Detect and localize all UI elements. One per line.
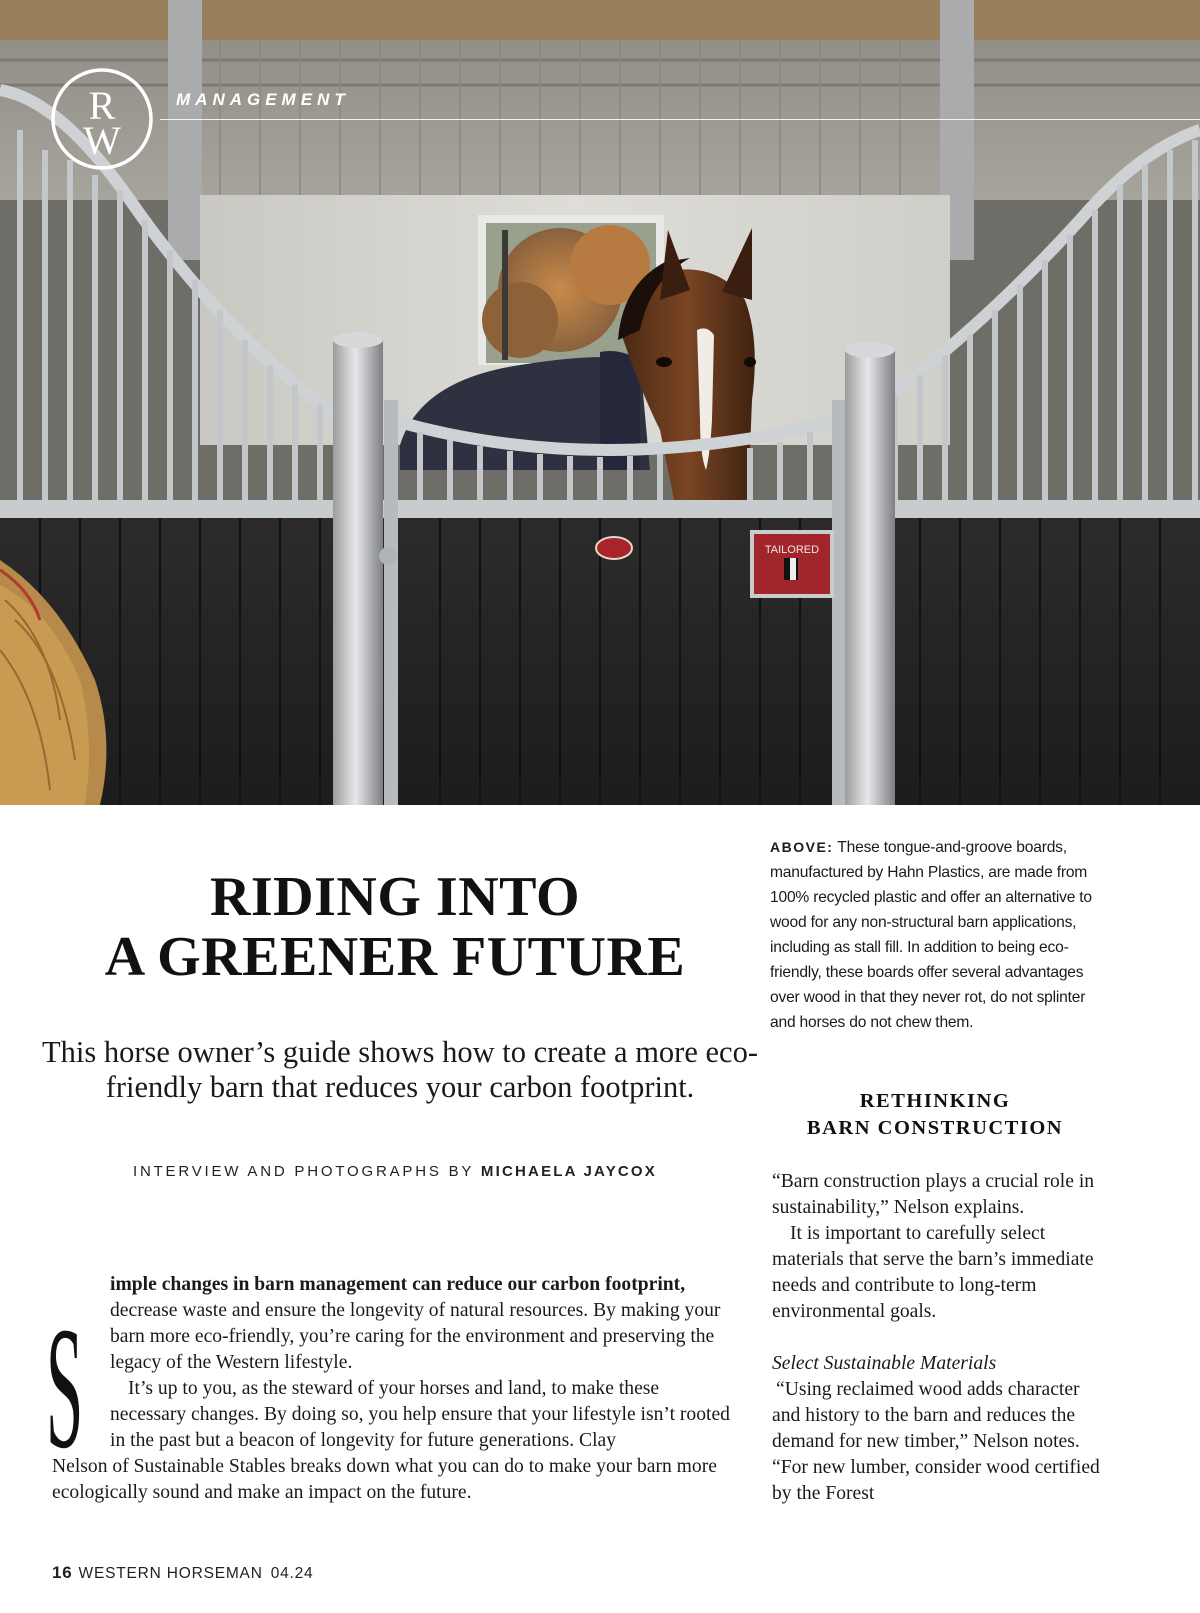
caption-text: These tongue-and-groove boards, manufactured by Hahn Plastics, are made from 100% recycled plastic and offer an alternative to wood for any non-structural barn applications, including as stall fill. In addition to being eco-friendly, these boards offer several advantages over wood in that they never rot, do not splinter and horses do not chew them. — [770, 839, 1092, 1031]
page-folio — [52, 1563, 313, 1583]
article-headline — [40, 867, 750, 987]
body-paragraph-2: It’s up to you, as the steward of your horses and land, to make these necessary changes. By doing so, you help ensure that your lifestyle isn’t rooted in the past but a beacon of longevity for future generations. Clay — [110, 1378, 730, 1451]
drop-cap: S — [46, 1292, 84, 1486]
plate-text: TAILORED — [764, 544, 820, 556]
subsection-title: Select Sustainable Materials — [772, 1353, 997, 1374]
body-paragraph-3: Nelson of Sustainable Stables breaks down what you can do to make your barn more ecologically sound and make an impact on the future. — [52, 1456, 717, 1503]
right-paragraph-2: It is important to carefully select materials that serve the barn’s immediate needs and contribute to long-term environmental goals. — [772, 1223, 1094, 1322]
svg-text:R: R — [88, 83, 116, 128]
subhead-line-1: RETHINKING — [859, 1090, 1011, 1112]
section-divider — [160, 119, 1200, 120]
byline-prefix: INTERVIEW AND PHOTOGRAPHS BY — [132, 1163, 474, 1180]
page-number: 16 — [52, 1563, 73, 1582]
section-subhead — [770, 1088, 1100, 1142]
lead-in-rest: decrease waste and ensure the longevity of natural resources. By making your barn more eco-friendly, you’re caring for the environment and preserving the legacy of the Western lifestyle. — [110, 1300, 721, 1373]
article-dek: This horse owner’s guide shows how to create a more eco-friendly barn that reduces your carbon footprint. — [42, 1035, 758, 1104]
right-paragraph-1: “Barn construction plays a crucial role in sustainability,” Nelson explains. — [772, 1171, 1095, 1218]
headline-line-1: RIDING INTO — [209, 866, 581, 928]
magazine-name: WESTERN HORSEMAN — [78, 1565, 263, 1582]
hero-photo — [0, 0, 1200, 805]
byline-author: MICHAELA JAYCOX — [480, 1163, 658, 1180]
caption-label: ABOVE: — [770, 839, 834, 855]
byline — [40, 1163, 750, 1180]
body-paragraph-1 — [110, 1272, 740, 1376]
photo-caption — [770, 835, 1100, 1035]
subhead-line-2: BARN CONSTRUCTION — [806, 1117, 1064, 1139]
rw-logo-icon — [50, 67, 154, 171]
right-paragraph-3: “Using reclaimed wood adds character and history to the barn and reduces the demand for new timber,” Nelson notes. “For new lumber, consider wood certified by the Forest — [772, 1379, 1100, 1504]
lead-in-bold: imple changes in barn management can reduce our carbon footprint, — [110, 1274, 686, 1295]
section-label: MANAGEMENT — [176, 90, 350, 109]
issue-date: 04.24 — [270, 1565, 314, 1582]
headline-line-2: A GREENER FUTURE — [104, 926, 686, 988]
svg-text:W: W — [83, 118, 121, 163]
barn-stall-illustration — [0, 0, 1200, 805]
